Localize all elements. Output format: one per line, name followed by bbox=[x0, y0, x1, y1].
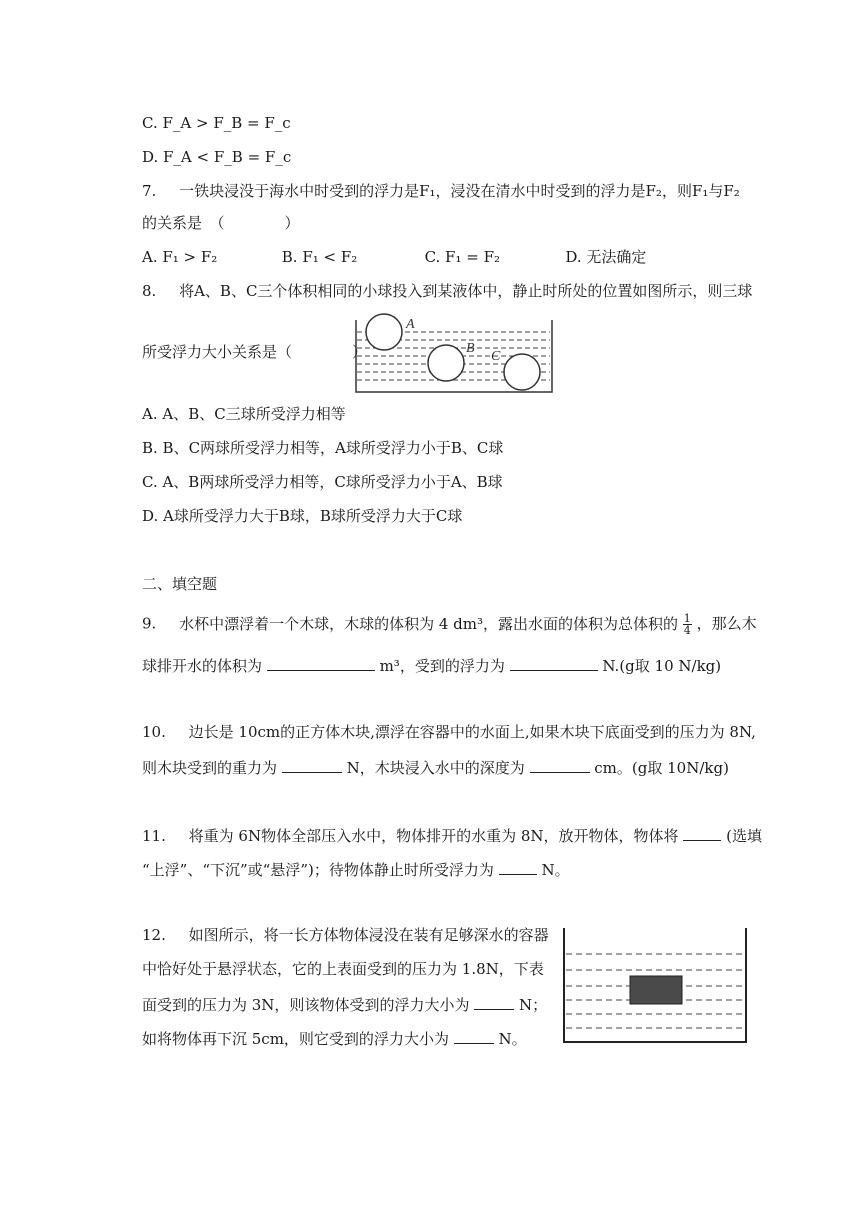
q12-blank-buoyancy-2[interactable] bbox=[454, 1027, 494, 1044]
q11-text-b2: N。 bbox=[541, 861, 570, 879]
q11-stem-line1 bbox=[142, 824, 762, 846]
q8-option-b: B. B、C两球所受浮力相等，A球所受浮力小于B、C球 bbox=[142, 439, 504, 457]
q8-option-c: C. A、B两球所受浮力相等，C球所受浮力小于A、B球 bbox=[142, 473, 503, 491]
q9-text-b3: N.(g取 10 N/kg) bbox=[602, 657, 722, 675]
q10-blank-depth[interactable] bbox=[530, 756, 590, 773]
ball-b bbox=[428, 345, 464, 381]
ball-c bbox=[504, 354, 540, 390]
q7-option-d: D. 无法确定 bbox=[565, 248, 647, 266]
q12-figure-container-block bbox=[560, 924, 750, 1046]
q9-blank-volume[interactable] bbox=[267, 654, 375, 671]
q6-option-d: D. F_A < F_B = F_c bbox=[142, 148, 292, 166]
q12-text-d1: 如将物体再下沉 5cm，则它受到的浮力大小为 bbox=[142, 1030, 449, 1048]
q10-text-b3: cm。(g取 10N/kg) bbox=[594, 759, 729, 777]
q12-stem-line1 bbox=[142, 925, 549, 945]
q7-option-c: C. F₁ = F₂ bbox=[424, 248, 500, 266]
q10-text-b1: 则木块受到的重力为 bbox=[142, 759, 278, 777]
q6-option-c: C. F_A > F_B = F_c bbox=[142, 114, 291, 132]
q9-text-a1: 水杯中漂浮着一个木球，木球的体积为 4 dm³，露出水面的体积为总体积的 bbox=[179, 614, 679, 633]
q10-text-a: 边长是 10cm的正方体木块,漂浮在容器中的水面上,如果木块下底面受到的压力为 8N, bbox=[188, 723, 756, 741]
q11-blank-buoyancy[interactable] bbox=[499, 858, 537, 875]
q9-fraction: $\frac{1}{4}$ bbox=[683, 612, 691, 637]
q8-option-a: A. A、B、C三球所受浮力相等 bbox=[142, 405, 346, 423]
q8-number: 8. bbox=[142, 282, 157, 300]
q10-stem-line2 bbox=[142, 756, 729, 778]
ball-a bbox=[366, 314, 402, 350]
ball-a-label: A bbox=[406, 317, 415, 332]
submerged-block bbox=[630, 976, 682, 1004]
q9-number: 9. bbox=[142, 614, 157, 633]
q7-options bbox=[142, 247, 646, 267]
q7-number: 7. bbox=[142, 182, 157, 200]
ball-b-label: B bbox=[466, 341, 475, 356]
q11-text-b1: “上浮”、“下沉”或“悬浮”)；待物体静止时所受浮力为 bbox=[142, 861, 494, 879]
q10-text-b2: N，木块浸入水中的深度为 bbox=[346, 759, 525, 777]
q12-number: 12. bbox=[142, 926, 166, 944]
q9-text-b2: m³，受到的浮力为 bbox=[379, 657, 505, 675]
q11-text-a2: (选填 bbox=[726, 827, 762, 845]
q12-stem-line4 bbox=[142, 1027, 527, 1049]
q12-text-c1: 面受到的压力为 3N，则该物体受到的浮力大小为 bbox=[142, 996, 470, 1014]
q12-text-a: 如图所示，将一长方体物体浸没在装有足够深水的容器 bbox=[188, 926, 549, 944]
q8-figure-container-balls bbox=[354, 312, 554, 394]
q11-number: 11. bbox=[142, 827, 166, 845]
q7-option-a: A. F₁ > F₂ bbox=[142, 248, 218, 266]
q9-text-a2: ，那么木 bbox=[696, 614, 757, 633]
q10-stem-line1 bbox=[142, 722, 756, 742]
q12-text-d2: N。 bbox=[498, 1030, 527, 1048]
q8-stem-line1 bbox=[142, 281, 752, 301]
ball-c-label: C bbox=[491, 349, 501, 364]
q9-stem-line1 bbox=[142, 613, 757, 636]
q11-text-a1: 将重为 6N物体全部压入水中，物体排开的水重为 8N，放开物体，物体将 bbox=[188, 827, 679, 845]
q7-stem-line2: 的关系是 （ ） bbox=[142, 214, 300, 232]
q9-text-b1: 球排开水的体积为 bbox=[142, 657, 263, 675]
section-title: 二、填空题 bbox=[142, 575, 218, 593]
q7-option-b: B. F₁ < F₂ bbox=[281, 248, 358, 266]
q7-text-a: 一铁块浸没于海水中时受到的浮力是F₁，浸没在清水中时受到的浮力是F₂，则F₁与F₂ bbox=[179, 182, 740, 200]
q12-stem-line3 bbox=[142, 993, 547, 1015]
q8-stem-line2: 所受浮力大小关系是（ ） bbox=[142, 343, 368, 361]
q9-stem-line2 bbox=[142, 654, 721, 676]
q12-blank-buoyancy[interactable] bbox=[474, 993, 514, 1010]
q11-stem-line2 bbox=[142, 858, 570, 880]
q12-text-c2: N； bbox=[519, 996, 548, 1014]
q11-blank-motion[interactable] bbox=[683, 824, 721, 841]
q8-text-a: 将A、B、C三个体积相同的小球投入到某液体中，静止时所处的位置如图所示，则三球 bbox=[179, 282, 753, 300]
q9-blank-buoyancy[interactable] bbox=[510, 654, 598, 671]
q10-blank-gravity[interactable] bbox=[282, 756, 342, 773]
q7-stem-line1 bbox=[142, 181, 740, 201]
q10-number: 10. bbox=[142, 723, 166, 741]
q12-stem-line2: 中恰好处于悬浮状态，它的上表面受到的压力为 1.8N，下表 bbox=[142, 960, 544, 978]
q8-option-d: D. A球所受浮力大于B球，B球所受浮力大于C球 bbox=[142, 507, 463, 525]
